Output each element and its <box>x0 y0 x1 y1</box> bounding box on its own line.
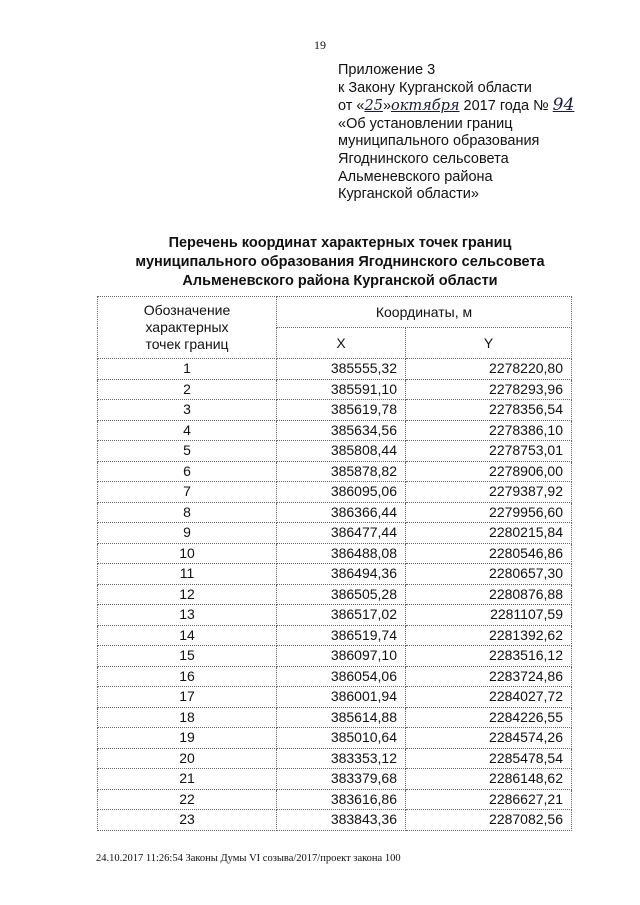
coord-x: 386519,74 <box>277 625 406 646</box>
coord-y: 2278386,10 <box>406 420 572 441</box>
point-number: 14 <box>98 625 277 646</box>
date-sep: » <box>382 98 392 115</box>
point-number: 4 <box>98 420 277 441</box>
coord-x: 386488,08 <box>277 543 406 564</box>
coord-x: 386054,06 <box>277 666 406 687</box>
table-row <box>98 564 572 585</box>
coord-x: 386517,02 <box>277 605 406 626</box>
table-row <box>98 687 572 708</box>
table-row <box>98 728 572 749</box>
table-row <box>98 646 572 667</box>
appendix-date-line <box>338 97 618 116</box>
point-number: 19 <box>98 728 277 749</box>
header-coordinates: Координаты, м <box>277 297 572 328</box>
coord-y: 2284574,26 <box>406 728 572 749</box>
table-row <box>98 789 572 810</box>
point-number: 11 <box>98 564 277 585</box>
point-number: 13 <box>98 605 277 626</box>
table-row <box>98 502 572 523</box>
coord-x: 383379,68 <box>277 769 406 790</box>
point-number: 23 <box>98 810 277 831</box>
appendix-header <box>338 62 618 204</box>
point-number: 21 <box>98 769 277 790</box>
header-y: Y <box>406 328 572 359</box>
coord-y: 2286627,21 <box>406 789 572 810</box>
point-number: 7 <box>98 482 277 503</box>
coord-x: 385808,44 <box>277 441 406 462</box>
point-number: 6 <box>98 461 277 482</box>
point-number: 8 <box>98 502 277 523</box>
table-row <box>98 605 572 626</box>
point-number: 10 <box>98 543 277 564</box>
title-line-2: муниципального образования Ягоднинского сельсовета <box>135 254 545 270</box>
appendix-law-title-3: Ягоднинского сельсовета <box>338 150 509 167</box>
coord-y: 2284027,72 <box>406 687 572 708</box>
coord-y: 2287082,56 <box>406 810 572 831</box>
coord-x: 386477,44 <box>277 523 406 544</box>
coord-y: 2285478,54 <box>406 748 572 769</box>
document-title <box>100 234 580 291</box>
point-number: 22 <box>98 789 277 810</box>
appendix-law-title-4: Альменевского района <box>338 168 493 185</box>
coord-y: 2278906,00 <box>406 461 572 482</box>
coord-y: 2280876,88 <box>406 584 572 605</box>
point-number: 9 <box>98 523 277 544</box>
table-row <box>98 584 572 605</box>
coord-y: 2284226,55 <box>406 707 572 728</box>
coord-y: 2278356,54 <box>406 400 572 421</box>
date-prefix: от « <box>338 98 365 115</box>
coord-x: 385614,88 <box>277 707 406 728</box>
coord-x: 386001,94 <box>277 687 406 708</box>
appendix-law-ref: к Закону Курганской области <box>338 79 532 96</box>
table-header-row <box>98 297 572 328</box>
appendix-law-title-5: Курганской области» <box>338 186 479 203</box>
coord-x: 385878,82 <box>277 461 406 482</box>
title-line-1: Перечень координат характерных точек границ <box>168 235 512 251</box>
coord-x: 385591,10 <box>277 379 406 400</box>
appendix-law-title-1: «Об установлении границ <box>338 115 513 132</box>
table-row <box>98 523 572 544</box>
coord-y: 2286148,62 <box>406 769 572 790</box>
table-row <box>98 420 572 441</box>
coord-x: 385010,64 <box>277 728 406 749</box>
coord-y: 2283724,86 <box>406 666 572 687</box>
table-row <box>98 707 572 728</box>
point-number: 15 <box>98 646 277 667</box>
coord-y: 2280657,30 <box>406 564 572 585</box>
coord-x: 386095,06 <box>277 482 406 503</box>
coord-x: 386366,44 <box>277 502 406 523</box>
coord-y: 2279956,60 <box>406 502 572 523</box>
coord-y: 2278220,80 <box>406 359 572 380</box>
table-row <box>98 543 572 564</box>
date-suffix: 2017 года № <box>459 98 553 115</box>
point-number: 16 <box>98 666 277 687</box>
point-number: 3 <box>98 400 277 421</box>
point-number: 20 <box>98 748 277 769</box>
appendix-law-title-2: муниципального образования <box>338 133 540 150</box>
coordinates-table <box>97 296 572 831</box>
table-row <box>98 625 572 646</box>
handwritten-day: 25 <box>364 98 383 115</box>
point-number: 17 <box>98 687 277 708</box>
coord-y: 2281107,59 <box>406 605 572 626</box>
coord-x: 386097,10 <box>277 646 406 667</box>
table-row <box>98 359 572 380</box>
coord-y: 2278293,96 <box>406 379 572 400</box>
coord-x: 383843,36 <box>277 810 406 831</box>
point-number: 5 <box>98 441 277 462</box>
table-row <box>98 810 572 831</box>
point-number: 1 <box>98 359 277 380</box>
coord-y: 2281392,62 <box>406 625 572 646</box>
point-number: 12 <box>98 584 277 605</box>
table-row <box>98 666 572 687</box>
handwritten-month: октября <box>391 98 460 115</box>
coord-y: 2283516,12 <box>406 646 572 667</box>
coord-y: 2278753,01 <box>406 441 572 462</box>
coord-x: 385555,32 <box>277 359 406 380</box>
coord-x: 383353,12 <box>277 748 406 769</box>
coord-y: 2279387,92 <box>406 482 572 503</box>
coord-x: 385619,78 <box>277 400 406 421</box>
appendix-title: Приложение 3 <box>338 62 436 78</box>
coord-y: 2280215,84 <box>406 523 572 544</box>
coord-y: 2280546,86 <box>406 543 572 564</box>
footer-stamp: 24.10.2017 11:26:54 Законы Думы VI созыва/2017/проект закона 100 <box>96 853 401 864</box>
table-row <box>98 379 572 400</box>
page-number: 19 <box>314 38 326 52</box>
table-row <box>98 441 572 462</box>
handwritten-law-number: 94 <box>552 95 575 116</box>
header-point: Обозначение характерных точек границ <box>98 297 277 359</box>
table-row <box>98 748 572 769</box>
table-row <box>98 461 572 482</box>
coord-x: 385634,56 <box>277 420 406 441</box>
coord-x: 383616,86 <box>277 789 406 810</box>
table-row <box>98 482 572 503</box>
header-x: X <box>277 328 406 359</box>
point-number: 2 <box>98 379 277 400</box>
coord-x: 386505,28 <box>277 584 406 605</box>
coord-x: 386494,36 <box>277 564 406 585</box>
title-line-3: Альменевского района Курганской области <box>182 273 498 289</box>
point-number: 18 <box>98 707 277 728</box>
table-row <box>98 769 572 790</box>
table-row <box>98 400 572 421</box>
